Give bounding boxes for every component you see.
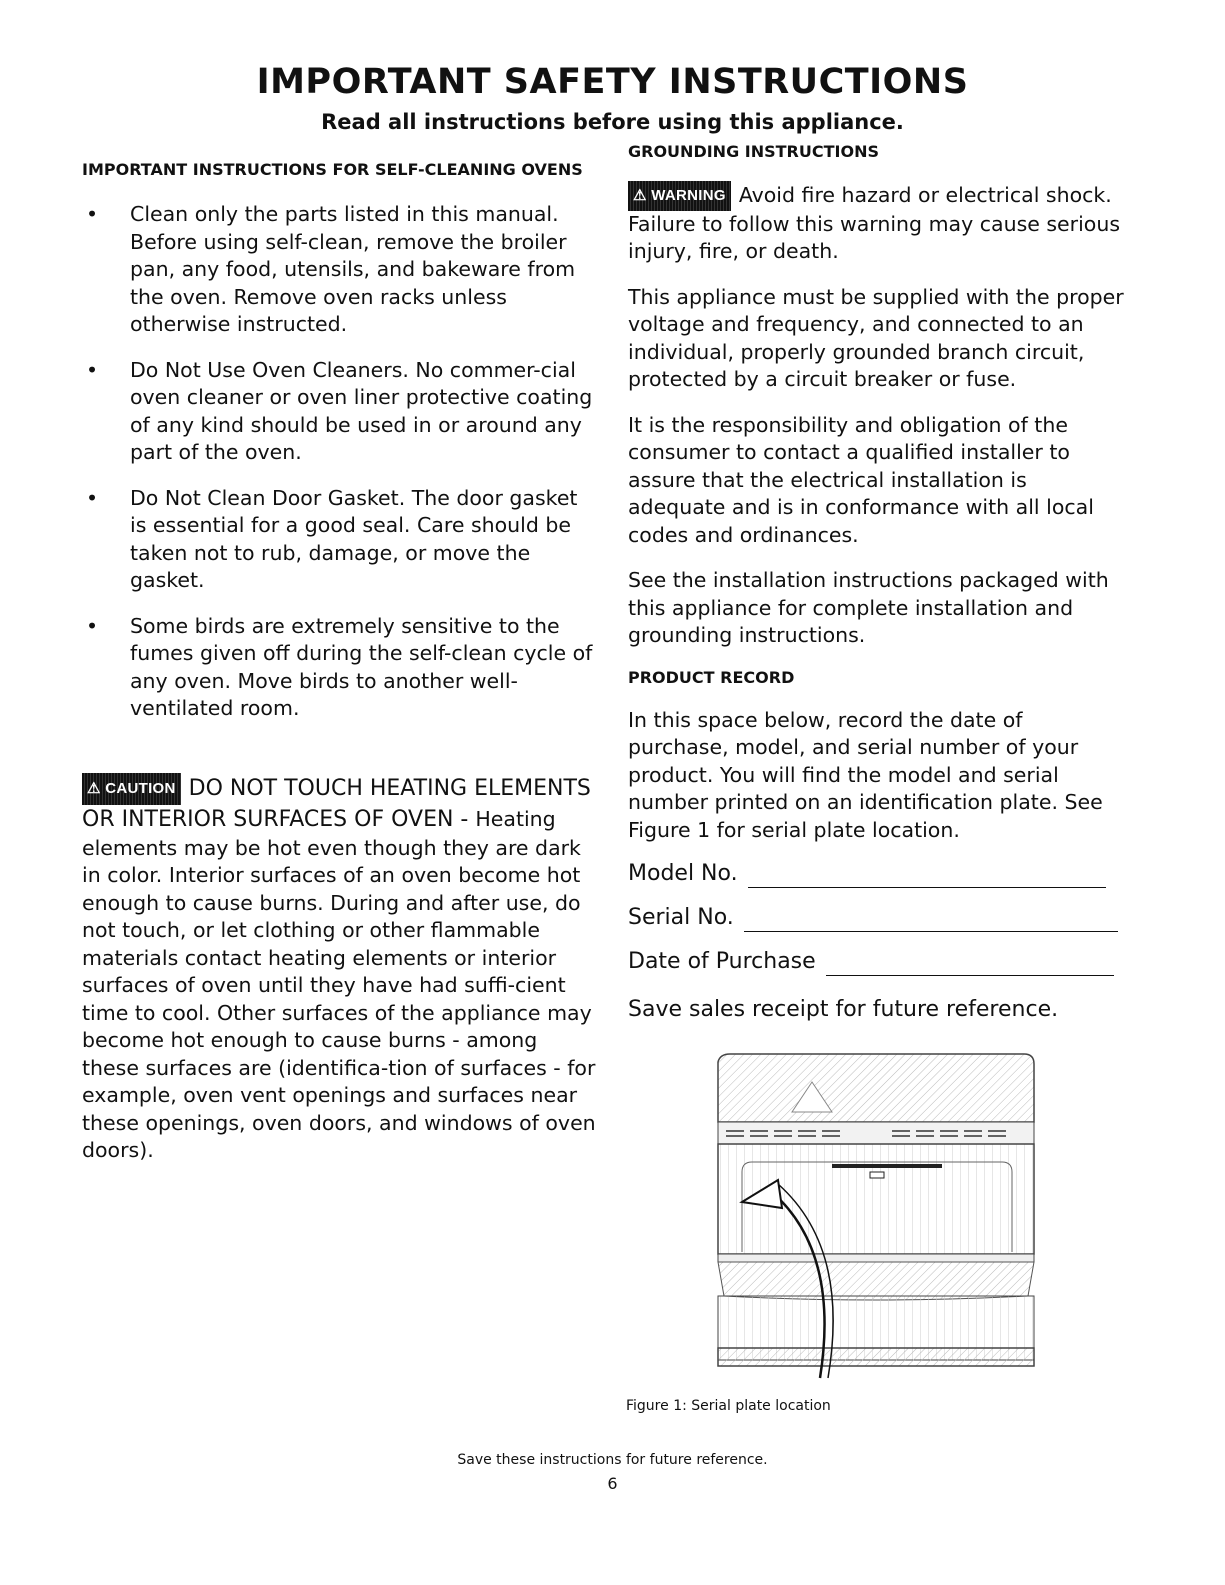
installation-paragraph: See the installation instructions packaged with this appliance for complete installation and grounding instructions.	[628, 568, 1109, 647]
bullet-icon: •	[86, 485, 99, 510]
control-panel	[718, 1122, 1034, 1144]
grounding-heading: GROUNDING INSTRUCTIONS	[628, 142, 879, 161]
caution-body-text: Heating elements may be hot even though they are dark in color. Interior surfaces of an oven become hot enough to cause burns. During and after use, do not touch, or let clothing or other flammable materials contact heating elements or interior surfaces of oven until they have had suffi-cient time to cool. Other surfaces of the appliance may become hot enough to cause burns - among these surfaces are (identifica-tion of surfaces - for example, oven vent openings and surfaces near these openings, oven doors, and windows of oven doors).	[82, 806, 596, 1162]
list-item-text: Clean only the parts listed in this manual. Before using self-clean, remove the broiler pan, any food, utensils, and bakeware from the oven. Remove oven racks unless otherwise instructed.	[130, 202, 576, 336]
list-item-text: Some birds are extremely sensitive to the fumes given off during the self-clean cycle of any oven. Move birds to another well-ventilated room.	[130, 613, 593, 720]
purchase-date-label: Date of Purchase	[628, 949, 816, 974]
list-item	[82, 613, 600, 723]
product-record-paragraph: In this space below, record the date of purchase, model, and serial number of your product. You will find the model and serial number printed on an identification plate. See Figure 1 for serial plate location.	[628, 707, 1103, 842]
footer-note: Save these instructions for future reference.	[457, 1452, 768, 1468]
model-number-label: Model No.	[628, 861, 738, 886]
receipt-note: Save sales receipt for future reference.	[628, 997, 1059, 1022]
caution-lead-text: DO NOT TOUCH HEATING ELEMENTS OR INTERIOR SURFACES OF OVEN -	[82, 775, 591, 832]
door-handle	[718, 1254, 1034, 1300]
self-clean-heading: IMPORTANT INSTRUCTIONS FOR SELF-CLEANING OVENS	[82, 160, 583, 179]
caution-notice	[82, 773, 600, 1165]
purchase-date-line	[628, 948, 1128, 976]
page-title: IMPORTANT SAFETY INSTRUCTIONS	[256, 62, 969, 102]
warning-text: Avoid fire hazard or electrical shock. Failure to follow this warning may cause serious injury, fire, or death.	[628, 183, 1121, 263]
page-subtitle: Read all instructions before using this appliance.	[321, 110, 904, 134]
right-column	[628, 140, 1128, 1024]
supply-paragraph: This appliance must be supplied with the proper voltage and frequency, and connected to an individual, properly grounded branch circuit, protected by a circuit breaker or fuse.	[628, 284, 1124, 391]
bullet-icon: •	[86, 613, 99, 638]
product-record-heading: PRODUCT RECORD	[628, 667, 795, 687]
oven-drawer	[718, 1296, 1034, 1366]
list-item	[82, 201, 600, 339]
figure-caption: Figure 1: Serial plate location	[626, 1398, 831, 1414]
warning-notice	[628, 181, 1128, 266]
list-item	[82, 357, 600, 467]
page-number: 6	[607, 1474, 618, 1493]
model-number-line	[628, 860, 1128, 888]
self-clean-list	[82, 201, 600, 723]
responsibility-paragraph: It is the responsibility and obligation of the consumer to contact a qualified installer to assure that the electrical installation is adequate and is in conformance with all local codes and ordinances.	[628, 412, 1094, 547]
serial-number-blank	[744, 909, 1118, 932]
serial-number-label: Serial No.	[628, 905, 734, 930]
oven-top-panel	[718, 1054, 1034, 1122]
model-number-blank	[748, 865, 1106, 888]
list-item-text: Do Not Use Oven Cleaners. No commer-cial oven cleaner or oven liner protective coating of any kind should be used in or around any part of the oven.	[130, 357, 593, 464]
serial-number-line	[628, 904, 1128, 932]
warning-badge: ⚠ WARNING	[628, 181, 731, 211]
list-item-text: Do Not Clean Door Gasket. The door gasket is essential for a good seal. Care should be taken not to rub, damage, or move the gasket.	[130, 485, 578, 592]
list-item	[82, 485, 600, 595]
caution-badge: ⚠ CAUTION	[82, 773, 181, 805]
left-column	[82, 158, 600, 1165]
purchase-date-blank	[826, 953, 1114, 976]
oven-illustration	[712, 1052, 1038, 1382]
bullet-icon: •	[86, 357, 99, 382]
bullet-icon: •	[86, 202, 99, 226]
